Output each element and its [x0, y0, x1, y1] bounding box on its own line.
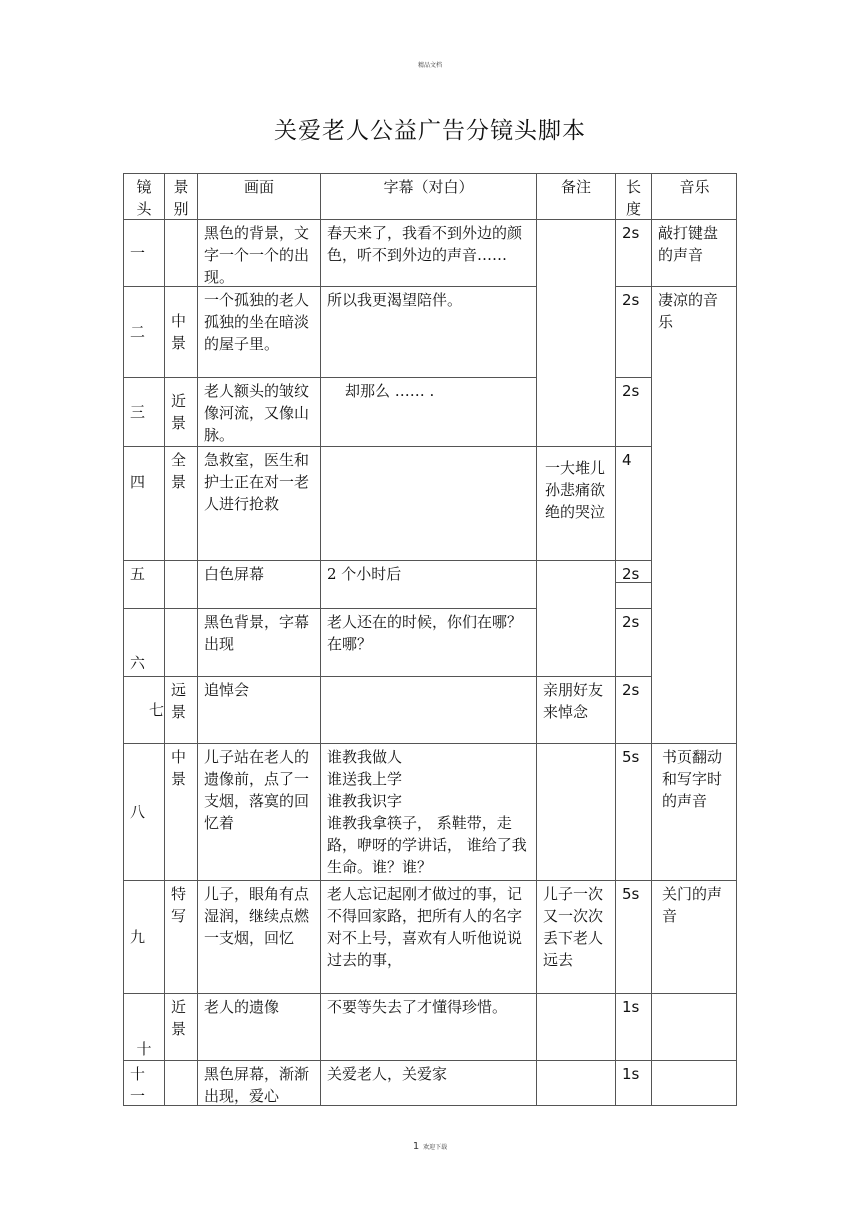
- shot-subtitle: 谁教我做人 谁送我上学 谁教我识字 谁教我拿筷子， 系鞋带，走路，咿呀的学讲话， 谁给了我生命。谁？谁？: [320, 743, 536, 880]
- shot-picture: 儿子站在老人的遗像前，点了一支烟，落寞的回忆着: [197, 743, 320, 880]
- shot-picture: 老人的遗像: [197, 993, 320, 1060]
- header-shot: 镜头: [123, 173, 164, 219]
- header-length: 长度: [615, 173, 651, 219]
- shot-length: 1s: [615, 1060, 651, 1106]
- shot-picture: 老人额头的皱纹像河流，又像山脉。: [197, 377, 320, 446]
- shot-scale: 近景: [164, 993, 197, 1060]
- shot-length: 2s: [615, 608, 651, 676]
- shot-number: 四: [123, 446, 164, 560]
- shot-subtitle: [320, 676, 536, 743]
- shot-length: 2s: [615, 219, 651, 286]
- shot-scale: [164, 608, 197, 676]
- storyboard-table: [123, 173, 737, 1106]
- header-picture: 画面: [197, 173, 320, 219]
- shot-scale: [164, 560, 197, 608]
- shot-number: 八: [123, 743, 164, 880]
- shot-length: 2s: [615, 377, 651, 446]
- shot-number: 九: [123, 880, 164, 993]
- shot-subtitle: 春天来了，我看不到外边的颜色，听不到外边的声音……: [320, 219, 536, 286]
- shot-length: 4: [615, 446, 651, 560]
- shot-scale: 中景: [164, 743, 197, 880]
- shot-picture: 一个孤独的老人孤独的坐在暗淡的屋子里。: [197, 286, 320, 377]
- shot-note-empty: [536, 993, 615, 1060]
- shot-subtitle: 所以我更渴望陪伴。: [320, 286, 536, 446]
- page-footer: [0, 1141, 860, 1152]
- page-number: 1: [412, 1141, 420, 1152]
- shot-number: 七: [123, 676, 164, 743]
- shot-number: 六: [123, 608, 164, 676]
- shot-length: 2s: [615, 286, 651, 377]
- header-scale: 景别: [164, 173, 197, 219]
- shot-number: 十: [123, 993, 164, 1060]
- shot-subtitle: 却那么 …… .: [320, 377, 536, 446]
- shot-length: 5s: [615, 743, 651, 880]
- music-keyboard: 敲打键盘的声音: [651, 219, 737, 286]
- shot-scale: 全景: [164, 446, 197, 560]
- shot-length: 2s: [615, 560, 651, 582]
- shot-subtitle: 关爱老人，关爱家: [320, 1060, 536, 1106]
- shot-length: 5s: [615, 880, 651, 993]
- music-pages: 书页翻动和写字时的声音: [651, 743, 737, 880]
- shot-scale: [164, 219, 197, 286]
- shot-scale: 中景: [164, 286, 197, 377]
- shot-picture: 黑色的背景，文字一个一个的出现。: [197, 219, 320, 286]
- shot-picture: 黑色屏幕，渐渐出现，爱心: [197, 1060, 320, 1106]
- header-watermark: 精品文档: [417, 62, 442, 69]
- shot-picture: 黑色背景，字幕出现: [197, 608, 320, 676]
- music-sad: 凄凉的音乐: [651, 286, 737, 743]
- shot-number: 十一: [123, 1060, 164, 1106]
- header-subtitle: 字幕（对白）: [320, 173, 536, 219]
- length-empty: [615, 582, 651, 608]
- music-door: 关门的声音: [651, 880, 737, 993]
- music-empty: [651, 1060, 737, 1106]
- shot-note-empty: [536, 1060, 615, 1106]
- shot-scale: 近景: [164, 377, 197, 446]
- shot-picture: 追悼会: [197, 676, 320, 743]
- shot-note-empty: [536, 560, 615, 676]
- shot-number: 三: [123, 377, 164, 446]
- shot-picture: 白色屏幕: [197, 560, 320, 608]
- shot-subtitle: 不要等失去了才懂得珍惜。: [320, 993, 536, 1060]
- shot-number: 一: [123, 219, 164, 286]
- footer-text: 欢迎下载: [423, 1144, 448, 1151]
- shot-note-empty: [536, 743, 615, 880]
- shot-scale: 远景: [164, 676, 197, 743]
- shot-note-empty: [536, 219, 615, 446]
- shot-picture: 儿子，眼角有点湿润，继续点燃一支烟，回忆: [197, 880, 320, 993]
- shot-note: 亲朋好友来悼念: [536, 676, 615, 743]
- shot-subtitle: 老人忘记起刚才做过的事，记不得回家路，把所有人的名字对不上号，喜欢有人听他说说过去的事，: [320, 880, 536, 993]
- shot-subtitle: [320, 446, 536, 560]
- shot-scale: 特写: [164, 880, 197, 993]
- shot-subtitle: 2 个小时后: [320, 560, 536, 608]
- shot-length: 2s: [615, 676, 651, 743]
- shot-length: 1s: [615, 993, 651, 1060]
- music-empty: [651, 993, 737, 1060]
- page-title: 关爱老人公益广告分镜头脚本: [274, 118, 586, 144]
- shot-scale: [164, 1060, 197, 1106]
- shot-number: 二: [123, 286, 164, 377]
- header-music: 音乐: [651, 173, 737, 219]
- shot-number: 五: [123, 560, 164, 608]
- shot-subtitle: 老人还在的时候，你们在哪？ 在哪？: [320, 608, 536, 676]
- header-note: 备注: [536, 173, 615, 219]
- shot-note: 儿子一次又一次次 丢下老人远去: [536, 880, 615, 993]
- shot-note: 一大堆儿孙悲痛欲绝的哭泣: [536, 446, 615, 560]
- shot-picture: 急救室，医生和护士正在对一老人进行抢救: [197, 446, 320, 560]
